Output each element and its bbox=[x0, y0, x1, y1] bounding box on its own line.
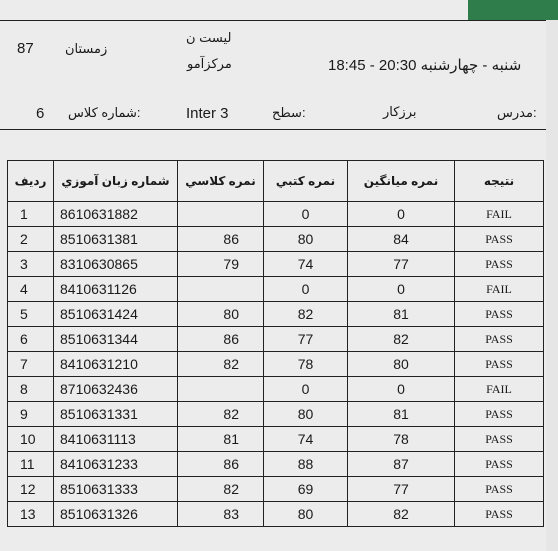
average-score-cell: 77 bbox=[348, 252, 455, 277]
green-corner-strip bbox=[468, 0, 558, 20]
col-header-student-id: شماره زبان آموزي bbox=[54, 161, 178, 202]
average-score-cell: 81 bbox=[348, 402, 455, 427]
result-cell: PASS bbox=[455, 352, 544, 377]
term-label: زمستان bbox=[65, 41, 108, 56]
class-schedule: شنبه - چهارشنبه 20:30 - 18:45 bbox=[328, 57, 522, 74]
grades-table bbox=[7, 160, 544, 527]
average-score-cell: 82 bbox=[348, 502, 455, 527]
table-header-row bbox=[8, 161, 544, 202]
row-number-cell: 8 bbox=[8, 377, 54, 402]
table-row bbox=[8, 352, 544, 377]
class-score-cell: 82 bbox=[178, 477, 264, 502]
average-score-cell: 84 bbox=[348, 227, 455, 252]
average-score-cell: 78 bbox=[348, 427, 455, 452]
student-id-cell: 8610631882 bbox=[54, 202, 178, 227]
teacher-name: برزکار bbox=[383, 104, 417, 119]
center-name: مرکزآمو bbox=[187, 56, 232, 71]
written-score-cell: 80 bbox=[264, 502, 348, 527]
result-cell: PASS bbox=[455, 427, 544, 452]
term-number: 87 bbox=[17, 40, 34, 57]
class-score-cell bbox=[178, 202, 264, 227]
table-row bbox=[8, 402, 544, 427]
class-score-cell: 86 bbox=[178, 452, 264, 477]
level-label: سطح: bbox=[272, 105, 306, 120]
header-box bbox=[0, 20, 546, 130]
result-cell: PASS bbox=[455, 452, 544, 477]
table-row bbox=[8, 377, 544, 402]
col-header-class-score: نمره كلاسي bbox=[178, 161, 264, 202]
average-score-cell: 81 bbox=[348, 302, 455, 327]
average-score-cell: 82 bbox=[348, 327, 455, 352]
average-score-cell: 77 bbox=[348, 477, 455, 502]
result-cell: FAIL bbox=[455, 277, 544, 302]
table-row bbox=[8, 302, 544, 327]
written-score-cell: 74 bbox=[264, 427, 348, 452]
level-value: Inter 3 bbox=[186, 105, 229, 122]
student-id-cell: 8710632436 bbox=[54, 377, 178, 402]
student-id-cell: 8510631326 bbox=[54, 502, 178, 527]
student-id-cell: 8410631126 bbox=[54, 277, 178, 302]
table-row bbox=[8, 477, 544, 502]
list-title: لیست ن bbox=[186, 30, 232, 45]
result-cell: PASS bbox=[455, 227, 544, 252]
average-score-cell: 0 bbox=[348, 377, 455, 402]
average-score-cell: 0 bbox=[348, 202, 455, 227]
class-score-cell: 81 bbox=[178, 427, 264, 452]
class-score-cell: 80 bbox=[178, 302, 264, 327]
student-id-cell: 8510631381 bbox=[54, 227, 178, 252]
row-number-cell: 2 bbox=[8, 227, 54, 252]
written-score-cell: 80 bbox=[264, 402, 348, 427]
table-row bbox=[8, 252, 544, 277]
student-id-cell: 8510631331 bbox=[54, 402, 178, 427]
row-number-cell: 4 bbox=[8, 277, 54, 302]
written-score-cell: 78 bbox=[264, 352, 348, 377]
result-cell: PASS bbox=[455, 502, 544, 527]
teacher-label: مدرس: bbox=[497, 105, 537, 120]
written-score-cell: 77 bbox=[264, 327, 348, 352]
table-row bbox=[8, 277, 544, 302]
student-id-cell: 8510631344 bbox=[54, 327, 178, 352]
written-score-cell: 0 bbox=[264, 202, 348, 227]
row-number-cell: 6 bbox=[8, 327, 54, 352]
row-number-cell: 11 bbox=[8, 452, 54, 477]
row-number-cell: 10 bbox=[8, 427, 54, 452]
row-number-cell: 5 bbox=[8, 302, 54, 327]
student-id-cell: 8410631113 bbox=[54, 427, 178, 452]
table-row bbox=[8, 427, 544, 452]
class-score-cell: 82 bbox=[178, 402, 264, 427]
student-id-cell: 8510631333 bbox=[54, 477, 178, 502]
written-score-cell: 0 bbox=[264, 377, 348, 402]
average-score-cell: 87 bbox=[348, 452, 455, 477]
col-header-result: نتيجه bbox=[455, 161, 544, 202]
written-score-cell: 88 bbox=[264, 452, 348, 477]
class-score-cell: 83 bbox=[178, 502, 264, 527]
student-id-cell: 8410631233 bbox=[54, 452, 178, 477]
table-row bbox=[8, 327, 544, 352]
class-score-cell bbox=[178, 377, 264, 402]
col-header-written-score: نمره كتبي bbox=[264, 161, 348, 202]
class-score-cell: 86 bbox=[178, 327, 264, 352]
class-number-label: شماره کلاس: bbox=[68, 105, 141, 120]
result-cell: PASS bbox=[455, 252, 544, 277]
row-number-cell: 3 bbox=[8, 252, 54, 277]
class-number: 6 bbox=[36, 105, 45, 122]
row-number-cell: 9 bbox=[8, 402, 54, 427]
result-cell: PASS bbox=[455, 477, 544, 502]
average-score-cell: 0 bbox=[348, 277, 455, 302]
row-number-cell: 13 bbox=[8, 502, 54, 527]
result-cell: FAIL bbox=[455, 377, 544, 402]
written-score-cell: 82 bbox=[264, 302, 348, 327]
class-score-cell: 86 bbox=[178, 227, 264, 252]
row-number-cell: 1 bbox=[8, 202, 54, 227]
table-row bbox=[8, 202, 544, 227]
result-cell: PASS bbox=[455, 302, 544, 327]
written-score-cell: 69 bbox=[264, 477, 348, 502]
result-cell: PASS bbox=[455, 327, 544, 352]
average-score-cell: 80 bbox=[348, 352, 455, 377]
student-id-cell: 8510631424 bbox=[54, 302, 178, 327]
student-id-cell: 8410631210 bbox=[54, 352, 178, 377]
table-row bbox=[8, 452, 544, 477]
row-number-cell: 7 bbox=[8, 352, 54, 377]
result-cell: FAIL bbox=[455, 202, 544, 227]
class-score-cell bbox=[178, 277, 264, 302]
table-row bbox=[8, 227, 544, 252]
student-id-cell: 8310630865 bbox=[54, 252, 178, 277]
table-row bbox=[8, 502, 544, 527]
row-number-cell: 12 bbox=[8, 477, 54, 502]
col-header-row-number: رديف bbox=[8, 161, 54, 202]
written-score-cell: 80 bbox=[264, 227, 348, 252]
col-header-average: نمره ميانگين bbox=[348, 161, 455, 202]
class-score-cell: 82 bbox=[178, 352, 264, 377]
class-score-cell: 79 bbox=[178, 252, 264, 277]
result-cell: PASS bbox=[455, 402, 544, 427]
written-score-cell: 74 bbox=[264, 252, 348, 277]
written-score-cell: 0 bbox=[264, 277, 348, 302]
